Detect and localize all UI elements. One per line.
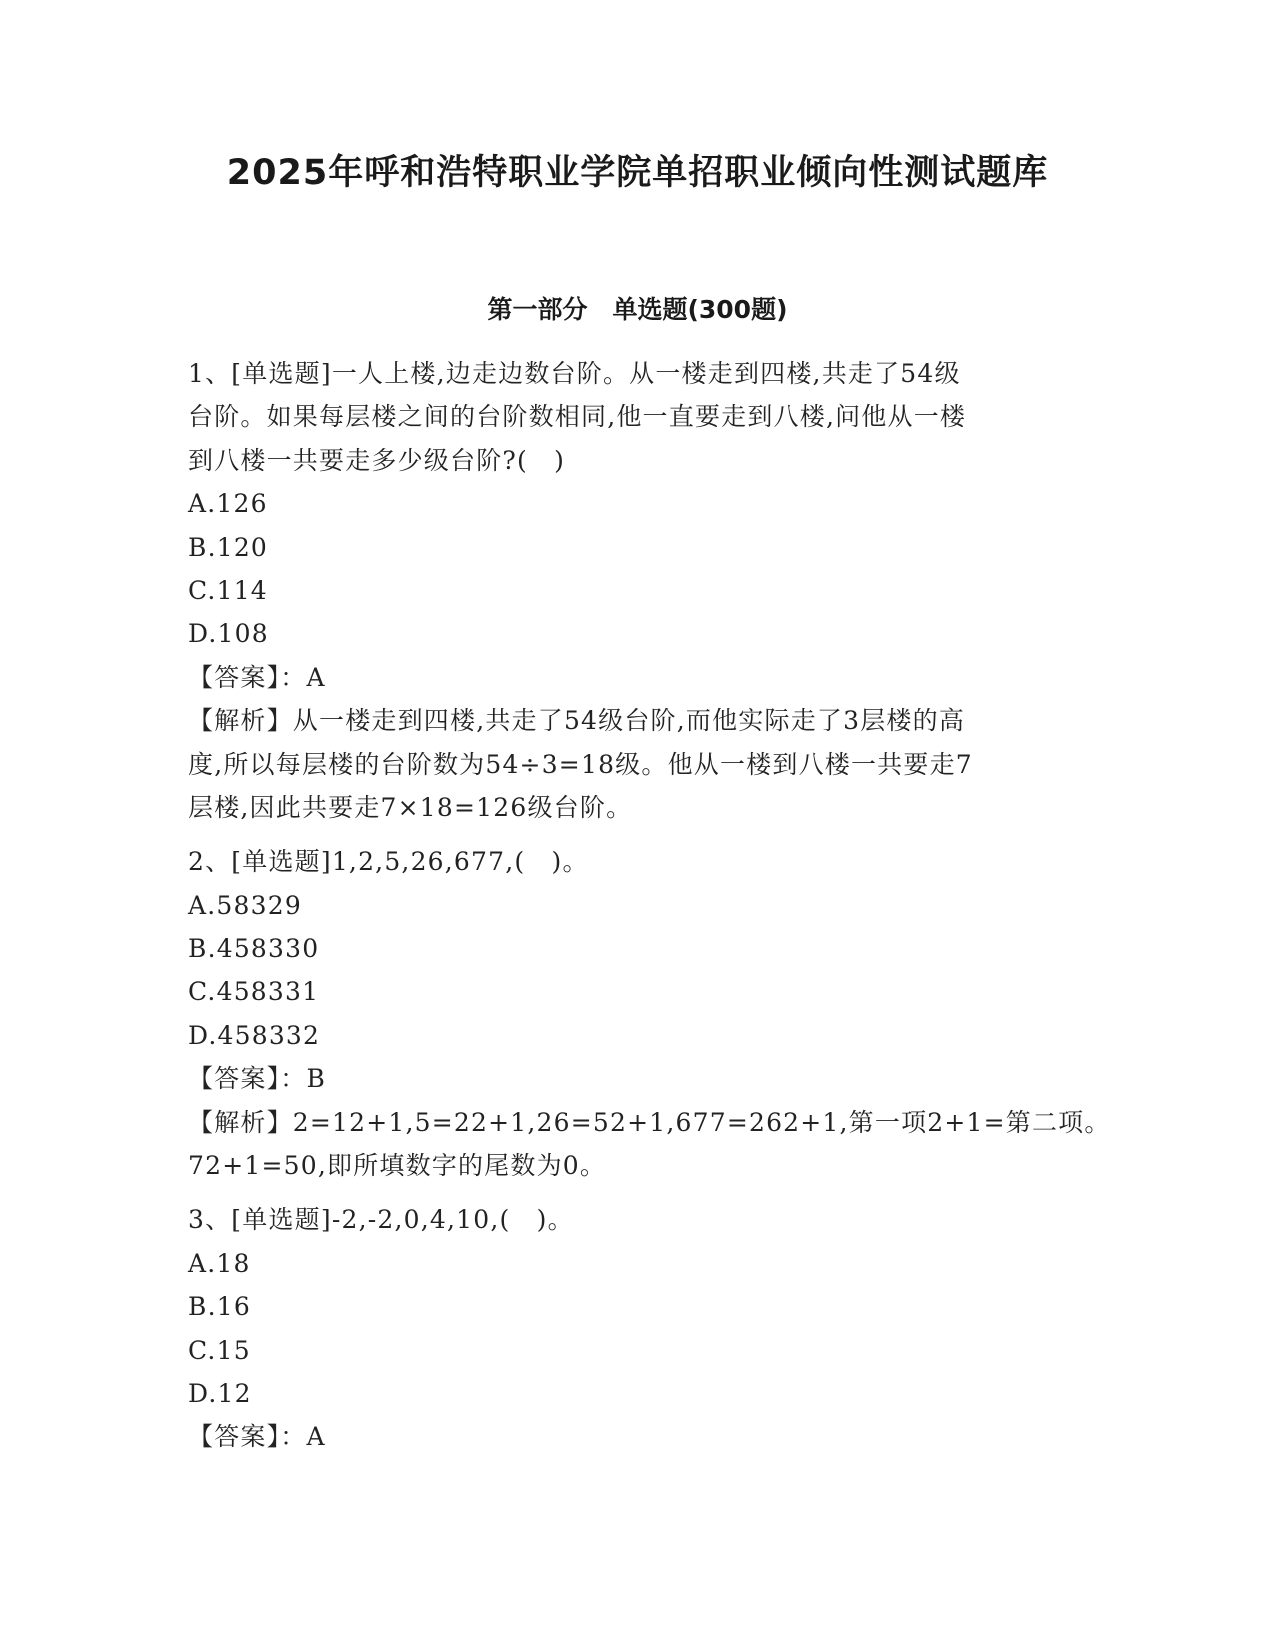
document-title: 2025年呼和浩特职业学院单招职业倾向性测试题库 [226,153,1049,193]
option-d: D.108 [188,619,269,649]
option-a: A.58329 [188,890,302,920]
option-d: D.458332 [188,1020,321,1050]
analysis-line: 度,所以每层楼的台阶数为54÷3=18级。他从一楼到八楼一共要走7 [188,749,973,779]
option-b: B.120 [188,532,269,562]
analysis-line: 【解析】2=12+1,5=22+1,26=52+1,677=262+1,第一项2+1=第二项。 [188,1107,1111,1137]
answer-line: 【答案】：B [188,1064,327,1094]
option-c: C.114 [188,575,268,605]
question-stem-line: 台阶。如果每层楼之间的台阶数相同,他一直要走到八楼,问他从一楼 [188,402,967,432]
question-3 [188,1198,1080,1458]
question-1 [188,352,1080,829]
question-stem-line: 到八楼一共要走多少级台阶?( ) [188,445,566,475]
option-a: A.18 [188,1248,251,1278]
analysis-line: 【解析】从一楼走到四楼,共走了54级台阶,而他实际走了3层楼的高 [188,706,966,736]
question-stem-line: 3、[单选题]-2,-2,0,4,10,( )。 [188,1205,574,1235]
option-a: A.126 [188,489,268,519]
option-b: B.16 [188,1292,251,1322]
question-list [188,352,1111,1459]
answer-line: 【答案】：A [188,662,326,692]
analysis-line: 层楼,因此共要走7×18=126级台阶。 [188,792,633,822]
question-2 [188,840,1111,1187]
question-stem-line: 1、[单选题]一人上楼,边走边数台阶。从一楼走到四楼,共走了54级 [188,359,961,388]
question-stem-line: 2、[单选题]1,2,5,26,677,( )。 [188,847,589,877]
option-d: D.12 [188,1378,252,1408]
section-title: 第一部分 单选题(300题) [487,295,788,324]
answer-line: 【答案】：A [188,1422,326,1452]
option-c: C.15 [188,1335,251,1365]
option-c: C.458331 [188,977,320,1007]
option-b: B.458330 [188,934,320,964]
analysis-line: 72+1=50,即所填数字的尾数为0。 [188,1151,607,1181]
